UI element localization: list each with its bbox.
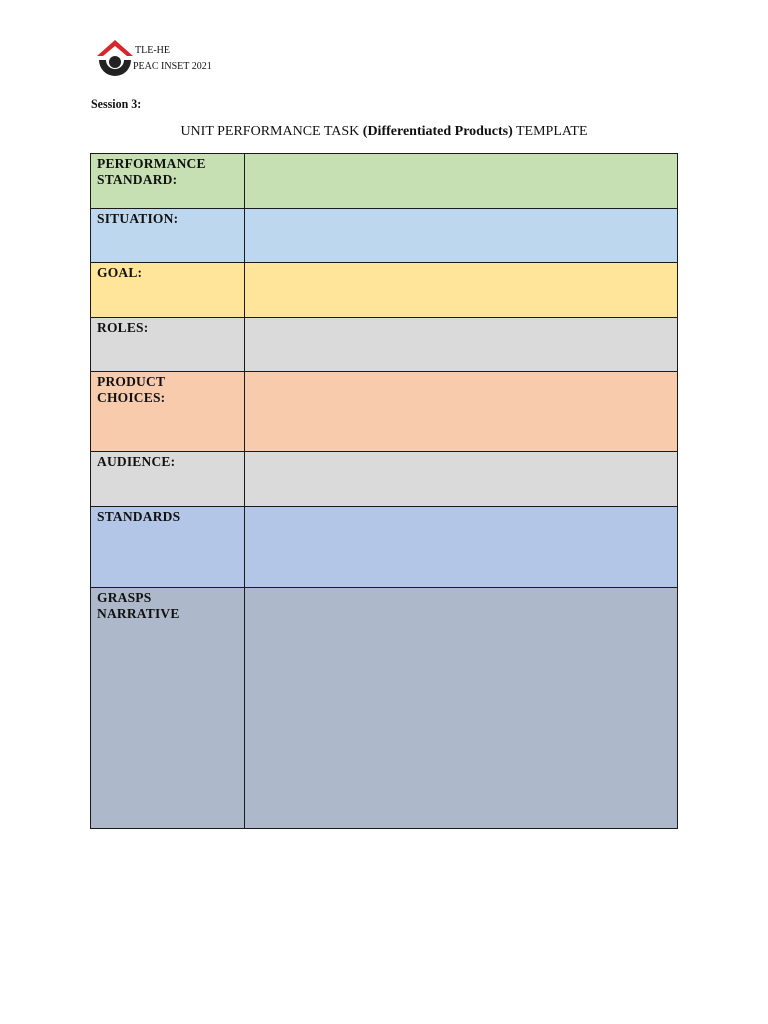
row-label: PRODUCT CHOICES: — [91, 372, 245, 452]
header-course-label: TLE-HE — [135, 45, 170, 56]
house-ring-logo-icon — [95, 38, 135, 80]
table-row-performance-standard — [91, 154, 678, 209]
row-entry-cell — [245, 372, 678, 452]
row-label: ROLES: — [91, 318, 245, 372]
session-label: Session 3: — [91, 96, 142, 111]
row-entry-cell — [245, 263, 678, 318]
table-row-roles — [91, 318, 678, 372]
header-event-label: PEAC INSET 2021 — [133, 61, 212, 72]
table-row-audience — [91, 452, 678, 507]
row-label: GOAL: — [91, 263, 245, 318]
title-bold: (Differentiated Products) — [362, 124, 513, 139]
row-entry-cell — [245, 154, 678, 209]
row-entry-cell — [245, 588, 678, 829]
title-suffix: TEMPLATE — [512, 124, 588, 139]
row-label: STANDARDS — [91, 507, 245, 588]
table-row-situation — [91, 209, 678, 263]
page-title — [0, 124, 768, 140]
row-label: SITUATION: — [91, 209, 245, 263]
table-row-standards — [91, 507, 678, 588]
table-row-product-choices — [91, 372, 678, 452]
row-label: PERFORMANCE STANDARD: — [91, 154, 245, 209]
row-entry-cell — [245, 452, 678, 507]
table-row-grasps-narrative — [91, 588, 678, 829]
grasps-template-table — [90, 153, 678, 829]
title-prefix: UNIT PERFORMANCE TASK — [180, 124, 363, 139]
table-row-goal — [91, 263, 678, 318]
row-entry-cell — [245, 507, 678, 588]
row-label: GRASPS NARRATIVE — [91, 588, 245, 829]
row-entry-cell — [245, 209, 678, 263]
row-label: AUDIENCE: — [91, 452, 245, 507]
row-entry-cell — [245, 318, 678, 372]
